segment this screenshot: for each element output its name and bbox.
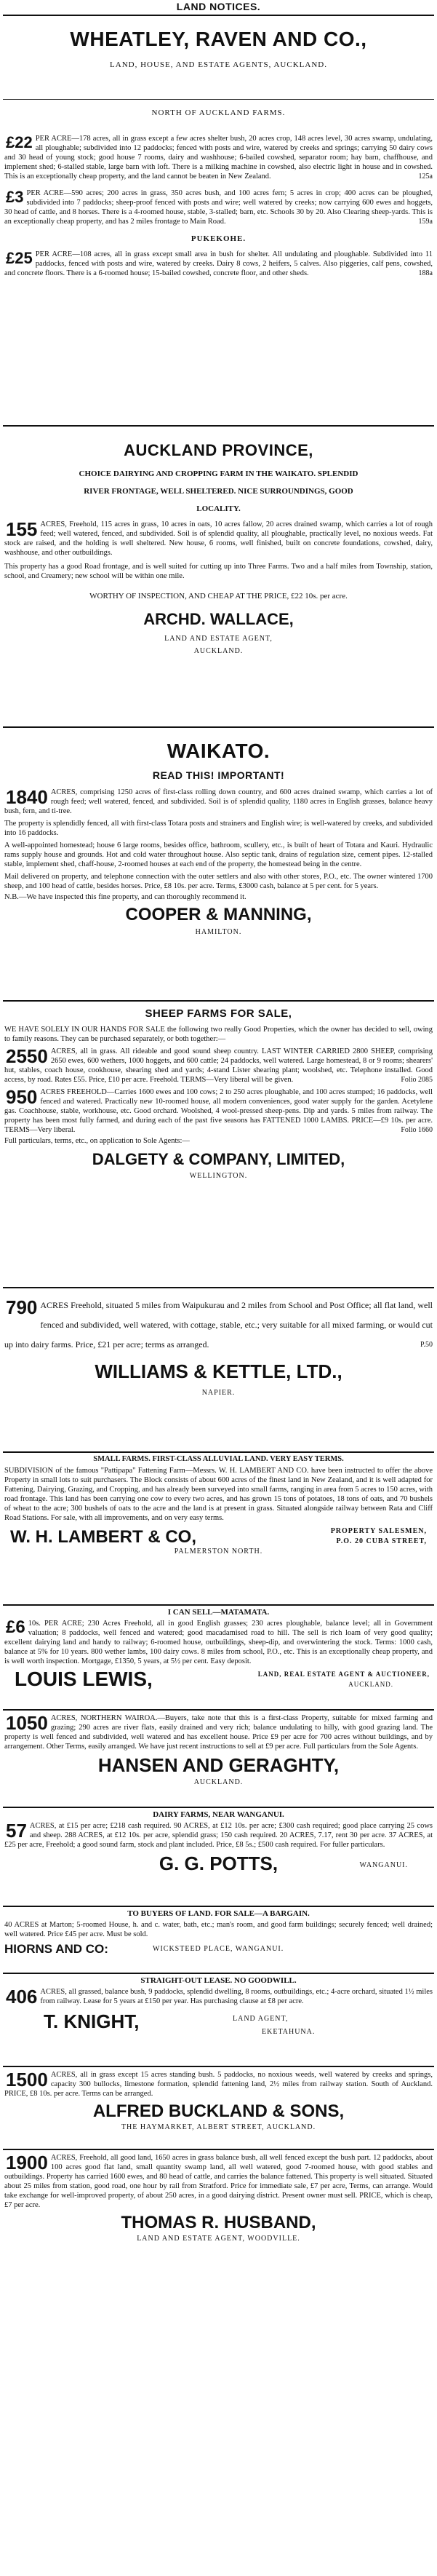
listing-text: ACRES, all in grass except 15 acres standing bush. 5 paddocks, no noxious weeds, well watered by creeks and springs, capacity 300 bullocks, limestone formation, splendid fattening land, 2½ miles from railway station. South of Auckland. PRICE, £8 10s. per acre. Terms can be arranged. xyxy=(4,2071,433,2098)
listing-text: PER ACRE—108 acres, all in grass except small area in bush for shelter. All undulating and ploughable. Subdivided into 11 paddocks, fenced with posts and wire, watered by creeks. Dairy 8 cows, 2 heifers, 5 calves. Also piggeries, calf pens, cowshed, and concrete floors. There is a 6-roomed house; 15-bailed cowshed, concrete floor, and other sheds. xyxy=(4,250,433,277)
agent-city: WANGANUI. xyxy=(359,1861,408,1869)
agent-city: NAPIER. xyxy=(201,1389,236,1397)
listing-price: £22 xyxy=(6,133,33,151)
listing-acres: 1900 xyxy=(6,2152,48,2173)
listing xyxy=(0,1713,437,1751)
listing xyxy=(0,250,437,278)
listing-note: Full particulars, terms, etc., on application to Sole Agents:— xyxy=(4,1137,190,1145)
agent-block xyxy=(0,1668,437,1692)
ad-heading: I CAN SELL—MATAMATA. xyxy=(167,1608,270,1617)
ad-tagline: LAND, HOUSE, AND ESTATE AGENTS, AUCKLAND. xyxy=(110,60,327,69)
listing xyxy=(0,1619,437,1666)
listing-ref: 188a xyxy=(418,269,433,277)
ad-buckland xyxy=(0,2069,437,2149)
listing-ref: Folio 1660 xyxy=(401,1126,433,1134)
listing xyxy=(0,788,437,816)
agent-city: AUCKLAND. xyxy=(193,647,244,655)
ad-heading: WAIKATO. xyxy=(167,740,270,762)
listing-acres: 406 xyxy=(6,1986,38,2008)
listing-text: ACRES, comprising 1250 acres of first-class rolling down country, and 600 acres drained swamp, which carries a lot of rough feed; well watered, fenced, and subdivided. Soil is of splendid quality, 1180 acres in English grasses, balance heavy bush, fern, and ti-tree. xyxy=(4,788,433,815)
worthy-line: WORTHY OF INSPECTION, AND CHEAP AT THE PRICE, £22 10s. per acre. xyxy=(89,592,348,601)
agent-title: LAND AND ESTATE AGENT, xyxy=(164,635,273,643)
listing-ref: 159a xyxy=(418,218,433,226)
listing-text: This property has a good Road frontage, and is well suited for cutting up into Three Farms. Two and a half miles from Township, station, school, and Creamery; new school will be within one mile. xyxy=(4,563,433,580)
listing-place: PUKEKOHE. xyxy=(191,234,246,243)
divider xyxy=(3,15,434,16)
listing-price: £3 xyxy=(6,188,24,206)
listing-text: PER ACRE—178 acres, all in grass except a few acres shelter bush, 20 acres crop, 148 acres level, 30 acres swamp, undulating, all ploughable; subdivided into 12 paddocks; fenced with posts and wire, watered by creeks and springs; carrying 50 dairy cows and 30 head of young stock; good house 7 rooms, dairy and washhouse; 6-bailed cowshed, separator room; hay barn, chaffhouse, and implement shed; 6-stalled stable, large barn with loft. There is a milking machine in cowshed, also electric light in house and in cowshed. This is an exceptionally cheap property, and the land cannot be beaten in New Zealand. xyxy=(4,135,433,181)
listing-terms: TERMS—Very liberal. xyxy=(4,1126,76,1134)
agent-city: HAMILTON. xyxy=(195,928,242,936)
listing-acres: 1050 xyxy=(6,1712,48,1734)
divider xyxy=(3,2149,434,2150)
ad-cooper-manning xyxy=(0,729,437,1000)
agent-name: HIORNS AND CO: xyxy=(4,1942,108,1956)
agent-city: AUCKLAND. xyxy=(193,1778,244,1786)
ad-subheading: LOCALITY. xyxy=(196,504,241,513)
agent-city: PALMERSTON NORTH. xyxy=(174,1547,263,1555)
agent-name: COOPER & MANNING, xyxy=(125,905,312,924)
ad-heading: DAIRY FARMS, NEAR WANGANUI. xyxy=(153,1810,284,1819)
divider xyxy=(3,425,434,427)
ad-dalgety xyxy=(0,1003,437,1287)
listing-ref: P.50 xyxy=(420,1341,433,1349)
listing-price: £25 xyxy=(6,249,33,267)
ad-wallace xyxy=(0,428,437,726)
listing-acres: 790 xyxy=(6,1296,38,1318)
divider xyxy=(3,1973,434,1974)
listing-text: 40 ACRES at Marton; 5-roomed House, h. and c. water, bath, etc.; man's room, and good farm buildings; securely fenced; well drained; well watered. Price £45 per acre. Must be sold. xyxy=(4,1921,433,1938)
listing-text: 10s. PER ACRE; 230 Acres Freehold, all in good English grasses; 230 acres ploughable, balance level; all in Government valuation; 8 paddocks, well fenced and watered; good macadamised road to hill. The sell is rich loam of very good quality; excellent dairying land and handy to railway; 6-roomed house, outbuildings, sheep-dip, and overwintering the stock. Terms: 1000 cash, balance at 5% for 10 years. 800 wether lambs, 100 dairy cows. 8 miles from school, P.O., etc. This is an exceptionally cheap property, and is well worth inspection. Mortgage, £1350, 5 years, at 5½ per cent. Easy deposit. xyxy=(4,1620,433,1665)
listing xyxy=(0,2153,437,2210)
ad-subheading: CHOICE DAIRYING AND CROPPING FARM IN THE WAIKATO. SPLENDID xyxy=(79,469,358,478)
agent-name: G. G. POTTS, xyxy=(159,1852,278,1874)
listing xyxy=(0,1087,437,1135)
listing-price: £6 xyxy=(6,1617,25,1637)
agent-city: EKETAHUNA. xyxy=(262,2028,316,2036)
agent-block xyxy=(0,1526,437,1556)
listing-ref: Folio 2085 xyxy=(401,1076,433,1084)
agent-city: WELLINGTON. xyxy=(189,1172,248,1180)
listing-text: Mail delivered on property, and telephone connection with the outer settlers and also with other stores, P.O., etc. The owner wintered 1700 sheep, and 100 head of cattle, besides horses. Price, £8 10s. per acre. Terms, £3000 cash, balance at 5 per cent. for 5 years. xyxy=(4,873,433,890)
listing xyxy=(0,134,437,181)
ad-heading: SHEEP FARMS FOR SALE, xyxy=(145,1007,292,1020)
ad-heading: TO BUYERS OF LAND. FOR SALE—A BARGAIN. xyxy=(127,1909,310,1918)
ad-hiorns xyxy=(0,1909,437,1973)
agent-title: LAND AGENT, xyxy=(233,2015,289,2023)
agent-name: DALGETY & COMPANY, LIMITED, xyxy=(92,1150,345,1168)
divider xyxy=(3,99,434,100)
agent-address: LAND AND ESTATE AGENT, WOODVILLE. xyxy=(137,2235,300,2243)
ad-heading: NORTH OF AUCKLAND FARMS. xyxy=(151,108,286,117)
listing-text: PER ACRE—590 acres; 200 acres in grass, 350 acres bush, and 100 acres fern; 5 acres in crop; 400 acres can be ploughed, subdivided into 7 paddocks; sheep-proof fenced with posts and wire; well watered by creeks; now carrying 600 ewes and hoggets, 30 head of cattle, and 8 horses. There is a 4-roomed house, stable, 3-stalled; barn, etc. Schools 30 by 20. Also Clearing sheep-yards. This is an exceptionally cheap property, and has 2 miles frontage to Main Road. xyxy=(4,189,433,226)
listing-text: A well-appointed homestead; house 6 large rooms, besides office, bathroom, scullery, etc., is built of heart of Totara and Kauri. Hydraulic rams supply house and grounds. Hot and cold water throughout house. Also septic tank, drains of regulation size, cement pipes. 12-stalled stable, implement shed, chaff-house, 2-roomed houses at each end of the property, the homestead being in the centre. xyxy=(4,841,433,868)
listing-acres: 155 xyxy=(6,518,38,540)
listing-text: ACRES, Freehold, all good land, 1650 acres in grass balance bush, all well fenced except the bush part. 12 paddocks, about 100 acres good flat land, small quantity swamp land, all well watered, good 7-roomed house, with good stables and outbuildings. Property has carried 1600 ewes, and 80 head of cattle, and carries the balance fattened. This property is well situated. Situated about 25 miles from station, good road, one hour by rail from Stratford. Price for immediate sale, £7 per acre, Terms, can arrange. Would take exchange for well-improved property, of about 250 acres, in a good dairying district. Present owner must sell. PRICE, which is cheap, £7 per acre. xyxy=(4,2154,433,2209)
ad-husband xyxy=(0,2152,437,2576)
agent-title: PROPERTY SALESMEN, xyxy=(330,1527,427,1535)
listing-text: ACRES, at £15 per acre; £218 cash required. 90 ACRES, at £12 10s. per acre; £300 cash required; good place carrying 25 cows and sheep. 288 ACRES, at £12 10s. per acre, splendid grass; 150 cash required. 20 ACRES, 7.17, rent 30 per acre. 37 ACRES, at £25 per acre, Freehold; a good sound farm, stock and plant included. Price, £8 5s.; £500 cash required. For fuller particulars. xyxy=(4,1822,433,1849)
listing-acres: 57 xyxy=(6,1820,27,1842)
listing-text: ACRES, NORTHERN WAIROA.—Buyers, take note that this is a first-class Property, suitable for mixed farming and grazing; 290 acres are river flats, easily drained and very rich; balance undulating to hilly, with good grazing land. The property is well fenced and subdivided, well watered and has excellent house. Price £9 per acre for 700 acres without buildings, and by arrangement. Other Terms, easily arranged. We have just recent instructions to sell at £9 per acre. Full particulars from the Sole Agents. xyxy=(4,1714,433,1751)
agent-block xyxy=(0,1852,437,1877)
divider xyxy=(3,1287,434,1288)
agent-title: LAND, REAL ESTATE AGENT & AUCTIONEER, xyxy=(257,1671,430,1678)
section-header xyxy=(0,0,437,15)
ad-hansen-geraghty xyxy=(0,1712,437,1807)
ad-firm-name: WHEATLEY, RAVEN AND CO., xyxy=(70,28,367,50)
agent-name: THOMAS R. HUSBAND, xyxy=(121,2213,316,2232)
divider xyxy=(3,1807,434,1808)
ad-wheatley xyxy=(0,17,437,425)
agent-name: LOUIS LEWIS, xyxy=(15,1668,153,1690)
divider xyxy=(3,1709,434,1711)
divider xyxy=(3,726,434,728)
ad-potts xyxy=(0,1810,437,1906)
listing xyxy=(0,520,437,558)
listing-intro: WE HAVE SOLELY IN OUR HANDS FOR SALE the following two really Good Properties, which the owner has decided to sell, owing to family reasons. They can be purchased separately, or both together:— xyxy=(4,1026,433,1043)
agent-name: ALFRED BUCKLAND & SONS, xyxy=(92,2101,345,2121)
ad-heading: AUCKLAND PROVINCE, xyxy=(124,441,313,459)
listing-text: ACRES, all grassed, balance bush, 9 paddocks, splendid dwelling, 8 rooms, outbuildings, etc.; 4-acre orchard, situated 1½ miles from railway. Lease for 5 years at £150 per year. Has purchasing clause at £8 per acre. xyxy=(40,1988,433,2005)
ad-heading: SMALL FARMS. FIRST-CLASS ALLUVIAL LAND. VERY EASY TERMS. xyxy=(93,1455,344,1463)
listing xyxy=(0,2070,437,2099)
ad-heading: STRAIGHT-OUT LEASE. NO GOODWILL. xyxy=(140,1976,297,1985)
ad-knight xyxy=(0,1975,437,2066)
divider xyxy=(3,1604,434,1606)
listing xyxy=(0,189,437,226)
agent-name: WILLIAMS & KETTLE, LTD., xyxy=(95,1360,342,1382)
agent-block xyxy=(0,2008,437,2038)
section-title: LAND NOTICES. xyxy=(176,1,261,12)
listing-acres: 2550 xyxy=(6,1045,48,1067)
divider xyxy=(3,1000,434,1002)
listing-text: ACRES, all in grass. All rideable and good sound sheep country. LAST WINTER CARRIED 2800 SHEEP, comprising 2650 ewes, 600 wethers, 1000 hoggets, and 600 cattle; 24 paddocks, well watered. Large homestead, 8 or 9 rooms; shearers' hut, stables, coach house, cookhouse, shearing shed and yards; 4-stand Lister shearing plant; woolshed, etc. Telephone installed. Good access, by road. Rates £55. Price, £10 per acre. Freehold. TERMS—Very liberal will be given. xyxy=(4,1047,433,1084)
listing-text: ACRES FREEHOLD—Carries 1600 ewes and 100 cows; 2 to 250 acres ploughable, and 100 acres stumped; 16 paddocks, well fenced and watered. Practically new 10-roomed house, all modern conveniences, good water supply for the garden. Acetylene gas. Coachhouse, stable, workhouse, etc. Good orchard. Woolshed, 4 wool-pressed sheep-pens. Dip and yards. 5 miles from railway. The property has been most fully farmed, and during each of the past five seasons has FATTENED 1000 LAMBS. xyxy=(4,1088,433,1125)
listing-note: N.B.—We have inspected this fine property, and can thoroughly recommend it. xyxy=(4,893,246,901)
agent-address: WICKSTEED PLACE, WANGANUI. xyxy=(153,1945,284,1953)
agent-address: P.O. 20 CUBA STREET, xyxy=(336,1537,427,1545)
ad-subheading: RIVER FRONTAGE, WELL SHELTERED. NICE SURROUNDINGS, GOOD xyxy=(84,487,353,496)
ad-subheading: READ THIS! IMPORTANT! xyxy=(152,769,285,781)
listing xyxy=(0,1047,437,1085)
listing-price: PRICE—£9 10s. per acre. xyxy=(351,1117,433,1125)
divider xyxy=(3,1906,434,1907)
divider xyxy=(3,2066,434,2067)
listing-text: SUBDIVISION of the famous "Pattipapa" Fattening Farm—Messrs. W. H. LAMBERT AND CO. have been instructed to offer the above Property in small lots to suit purchasers. The Block consists of about 600 acres of the finest land in New Zealand, and it is well adapted for Fattening, Dairying, Grazing, and Cropping, and has already been surveyed into small farms, ranging in area from 5 acres to 150 acres, with road frontage. This land has been carrying one cow to every two acres, and has grown 15 tons of potatoes, 18 tons of oats, and 70 bushels of wheat to the acre; 300 bushels of oats to the acre and the land is at present in grass. Situated alongside railway between Rata and Cliff Road Stations. For sale, with all improvements, and on very easy terms. xyxy=(4,1467,433,1522)
listing xyxy=(0,1296,437,1355)
agent-name: W. H. LAMBERT & CO, xyxy=(10,1527,196,1547)
agent-city: AUCKLAND. xyxy=(348,1681,393,1688)
listing-acres: 1500 xyxy=(6,2069,48,2090)
listing-ref: 125a xyxy=(418,173,433,181)
agent-address: THE HAYMARKET, ALBERT STREET, AUCKLAND. xyxy=(121,2123,316,2131)
listing xyxy=(0,1821,437,1850)
agent-name: T. KNIGHT, xyxy=(44,2010,140,2032)
listing-text: The property is splendidly fenced, all with first-class Totara posts and strainers and English wire; is well-watered by creeks, and subdivided into 16 paddocks. xyxy=(4,820,433,837)
ad-lewis xyxy=(0,1607,437,1709)
ad-lambert xyxy=(0,1454,437,1604)
agent-name: ARCHD. WALLACE, xyxy=(143,610,294,628)
listing-acres: 950 xyxy=(6,1086,38,1108)
agent-block xyxy=(0,1942,437,1957)
ad-williams-kettle xyxy=(0,1290,437,1451)
listing-text: ACRES, Freehold, 115 acres in grass, 10 acres in oats, 10 acres fallow, 20 acres drained swamp, which carries a lot of rough feed; well watered, fenced, and subdivided. Soil is of splendid quality, all ploughable, practically level, no noxious weeds. Fat stock are raised, and the holding is well sheltered. New house, 6 rooms, well finished, built on concrete foundations, cowshed, dairy, washhouse, and other outbuildings. xyxy=(4,520,433,557)
agent-name: HANSEN AND GERAGHTY, xyxy=(97,1754,340,1776)
divider xyxy=(3,1451,434,1453)
listing-acres: 1840 xyxy=(6,786,48,808)
listing-text: ACRES Freehold, situated 5 miles from Waipukurau and 2 miles from School and Post Office; all flat land, well fenced and subdivided, well watered, with cottage, stable, etc.; very suitable for all mixed farming, or would cut up into dairy farms. Price, £21 per acre; terms as arranged. xyxy=(4,1300,433,1350)
listing xyxy=(0,1987,437,2006)
